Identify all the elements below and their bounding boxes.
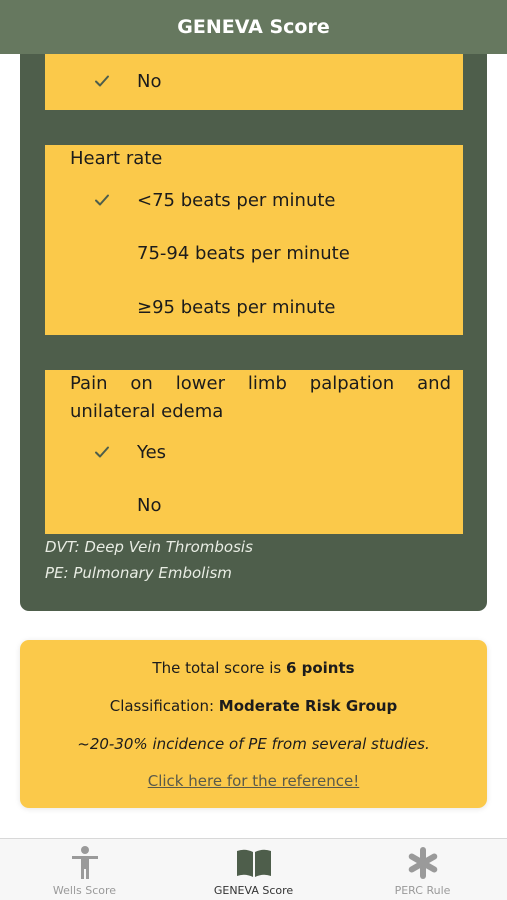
tab-perc-rule[interactable] — [338, 839, 507, 900]
option-label: No — [137, 494, 162, 516]
total-score-line — [20, 659, 487, 677]
option-row[interactable] — [45, 238, 463, 268]
question-title: Heart rate — [70, 148, 163, 169]
navigation-bar — [0, 0, 507, 54]
result-card — [20, 640, 487, 808]
tab-label: GENEVA Score — [213, 884, 294, 897]
incidence-text: ~20-30% incidence of PE from several studies. — [77, 735, 430, 753]
question-title: Pain on lower limb palpation and unilateral edema — [70, 373, 451, 422]
tab-label: PERC Rule — [394, 884, 451, 897]
person-icon — [65, 845, 105, 881]
checkmark-icon — [92, 71, 112, 91]
option-label: ≥95 beats per minute — [137, 296, 336, 318]
option-label: No — [137, 70, 162, 92]
reference-line — [20, 772, 487, 790]
option-label: 75-94 beats per minute — [137, 242, 350, 264]
option-label: Yes — [137, 441, 167, 463]
tab-geneva-score[interactable] — [169, 839, 338, 900]
total-score-prefix: The total score is — [152, 659, 286, 677]
option-row[interactable] — [45, 185, 463, 215]
option-row[interactable] — [45, 437, 463, 467]
asterisk-icon — [403, 845, 443, 881]
reference-link[interactable]: Click here for the reference! — [147, 772, 360, 790]
page-title: GENEVA Score — [177, 16, 330, 38]
tab-bar — [0, 838, 507, 900]
classification-value: Moderate Risk Group — [218, 697, 398, 715]
classification-prefix: Classification: — [109, 697, 219, 715]
tab-wells-score[interactable] — [0, 839, 169, 900]
tab-label: Wells Score — [52, 884, 117, 897]
footnote-dvt: DVT: Deep Vein Thrombosis — [45, 538, 253, 556]
question-box-limb-pain — [45, 370, 463, 534]
question-box-heart-rate — [45, 145, 463, 335]
checkmark-icon — [92, 442, 112, 462]
total-score-value: 6 points — [285, 659, 355, 677]
option-row[interactable] — [45, 292, 463, 322]
option-row[interactable] — [45, 66, 463, 96]
footnote-pe: PE: Pulmonary Embolism — [45, 564, 232, 582]
book-icon — [234, 845, 274, 881]
option-row[interactable] — [45, 490, 463, 520]
option-label: <75 beats per minute — [137, 189, 336, 211]
classification-line — [20, 697, 487, 715]
checkmark-icon — [92, 190, 112, 210]
